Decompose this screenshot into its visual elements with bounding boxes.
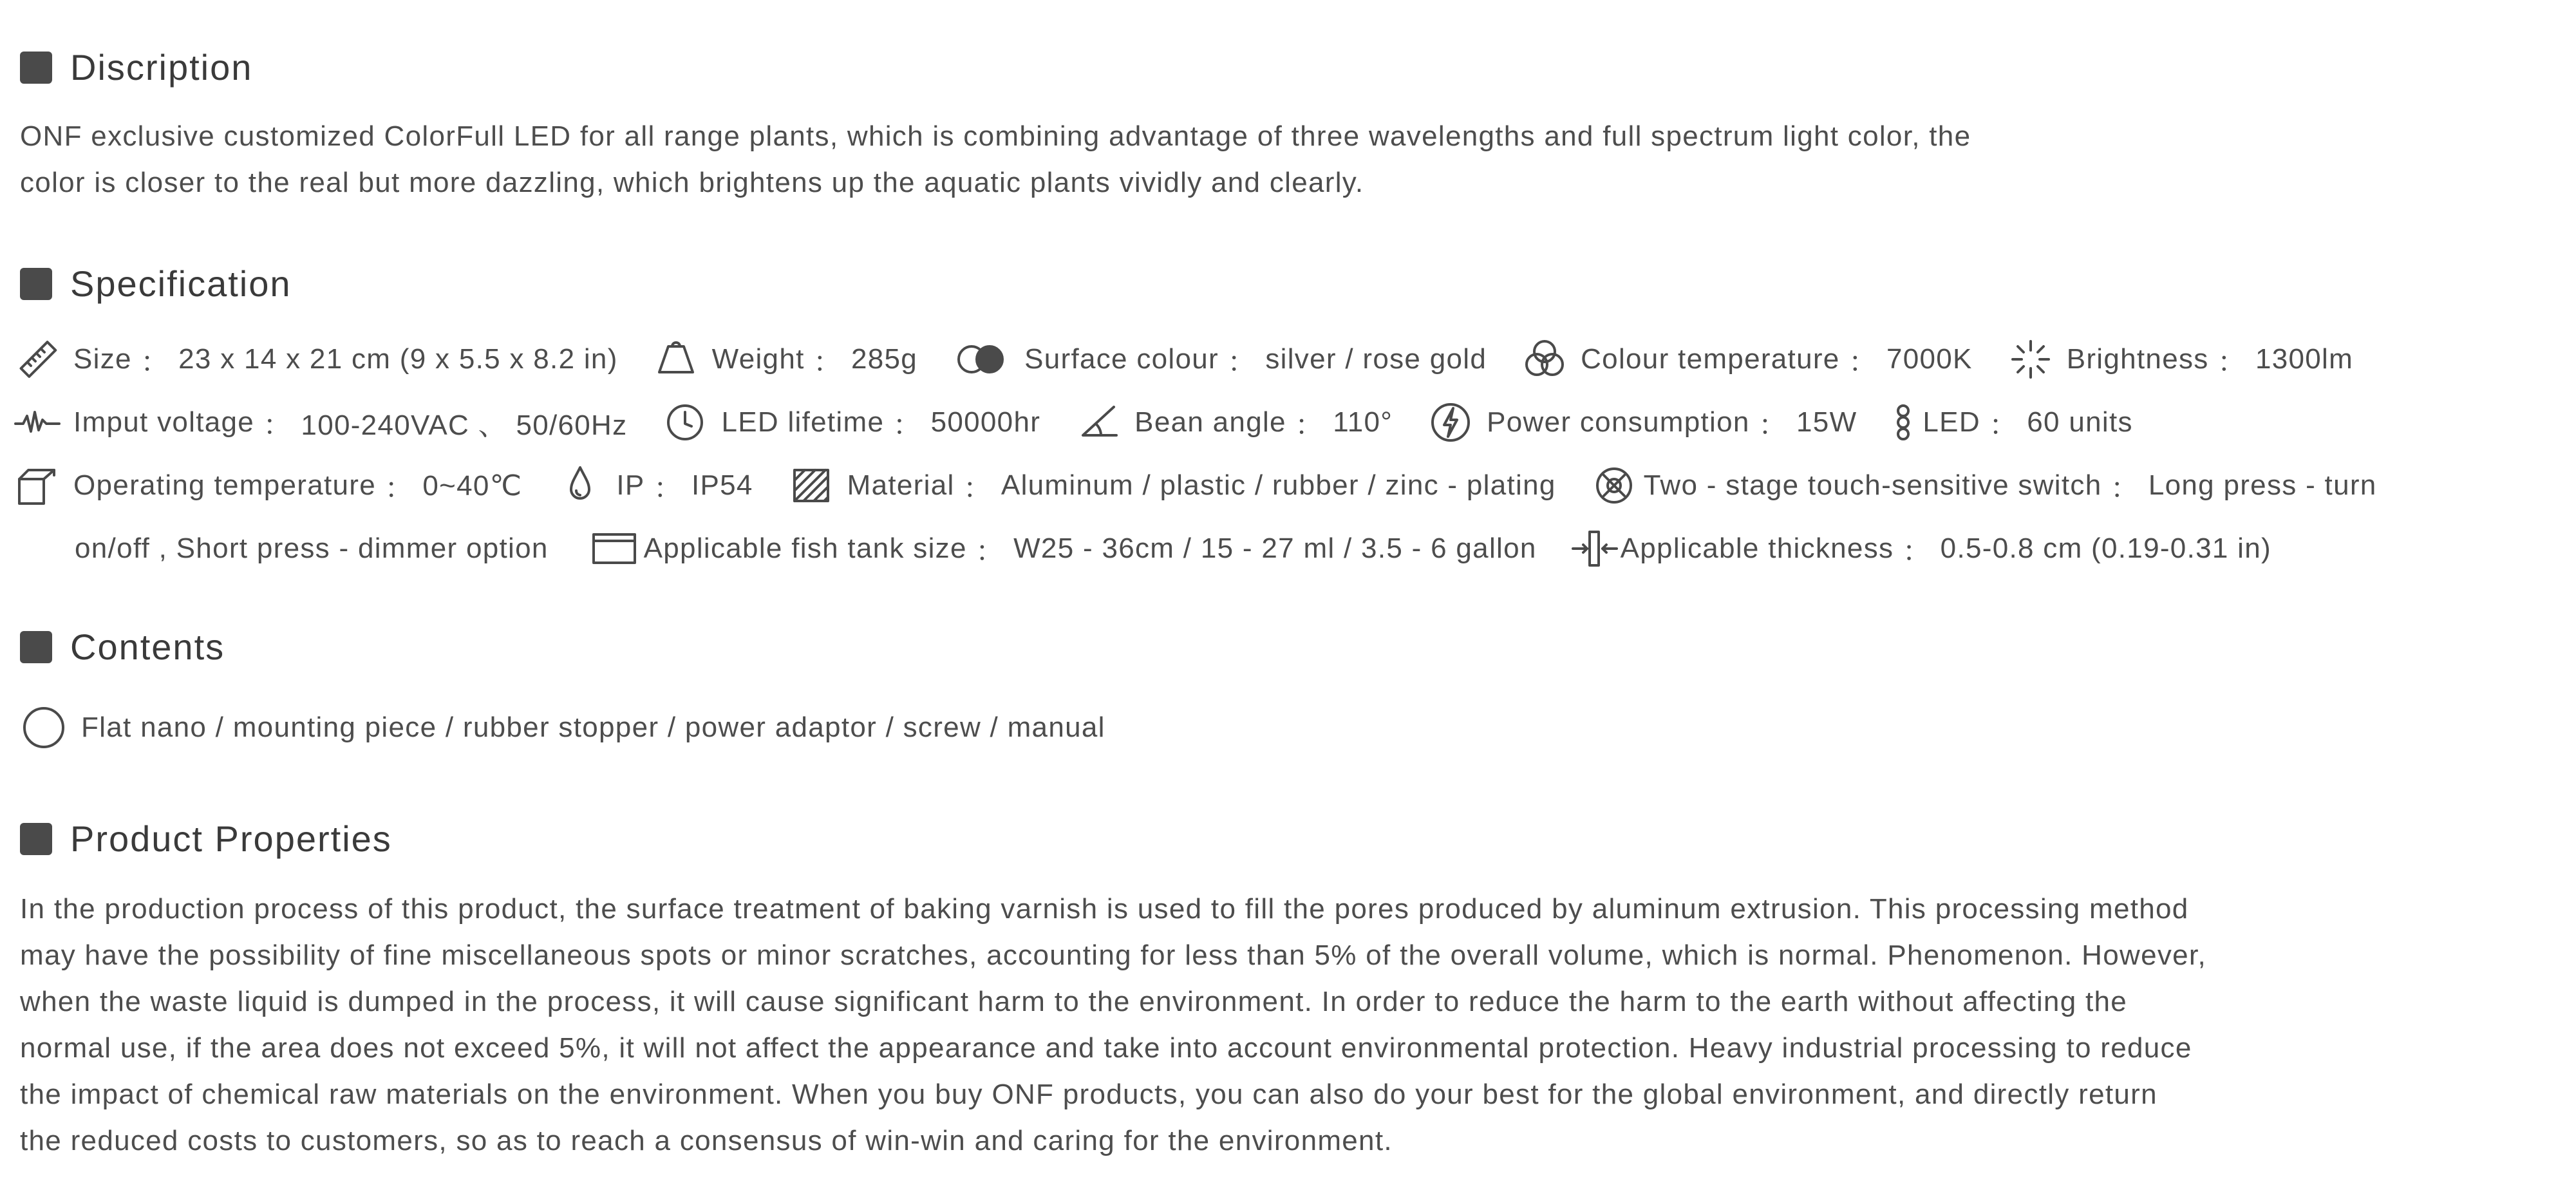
description-line-1: ONF exclusive customized ColorFull LED for all range plants, which is combining advantage of three wavelengths and full spectrum light color, the — [20, 120, 1971, 152]
spec-item-touch-switch: Two - stage touch-sensitive switch ： Long press - turn — [1590, 461, 2377, 510]
weight-icon — [652, 335, 700, 384]
contents-heading — [20, 626, 225, 668]
spec-item-surface-colour: Surface colour ： silver / rose gold — [951, 335, 1487, 384]
spec-item-input-voltage: Imput voltage ： 100-240VAC 、 50/60Hz — [13, 398, 627, 447]
spec-item-ip: IP ： IP54 — [556, 461, 753, 510]
properties-text — [20, 886, 2206, 1164]
properties-line-3: when the waste liquid is dumped in the process, it will cause significant harm to the environment. In order to reduce the harm to the earth without affecting the — [20, 986, 2128, 1017]
specification-title: Specification — [70, 263, 292, 304]
contents-text: Flat nano / mounting piece / rubber stopper / power adaptor / screw / manual — [81, 712, 1105, 743]
angle-icon — [1074, 398, 1123, 447]
spec-item-material: Material ： Aluminum / plastic / rubber / zinc - plating — [787, 461, 1556, 510]
touch-switch-icon — [1590, 461, 1639, 510]
description-text — [20, 113, 1971, 206]
specification-heading — [20, 263, 292, 305]
section-square-icon — [20, 823, 52, 855]
spec-item-led: LED ： 60 units — [1890, 398, 2132, 447]
cube-icon — [13, 461, 62, 510]
droplet-icon — [556, 461, 605, 510]
spec-row-2 — [13, 390, 2167, 455]
spec-item-beam-angle: Bean angle ： 110° — [1074, 398, 1393, 447]
section-square-icon — [20, 268, 52, 300]
tank-icon — [590, 524, 639, 573]
circle-icon — [19, 703, 68, 752]
spec-item-power-consumption: Power consumption ： 15W — [1426, 398, 1857, 447]
spec-item-thickness: Applicable thickness ： 0.5-0.8 cm (0.19-0.31 in) — [1570, 524, 2271, 573]
spec-item-operating-temperature: Operating temperature ： 0~40℃ — [13, 461, 522, 510]
spec-row-3 — [13, 453, 2377, 518]
properties-line-6: the reduced costs to customers, so as to reach a consensus of win-win and caring for the environment. — [20, 1125, 1393, 1156]
spec-item-led-lifetime: LED lifetime ： 50000hr — [661, 398, 1040, 447]
sparkle-icon — [2006, 335, 2055, 384]
description-line-2: color is closer to the real but more dazzling, which brightens up the aquatic plants vividly and clearly. — [20, 167, 1364, 198]
description-title: Discription — [70, 47, 253, 88]
waveform-icon — [13, 398, 62, 447]
properties-line-1: In the production process of this product, the surface treatment of baking varnish is used to fill the pores produced by aluminum extrusion. This processing method — [20, 893, 2189, 925]
spec-item-touch-switch-continued: on/off , Short press - dimmer option — [75, 533, 549, 564]
spec-item-fish-tank-size: Applicable fish tank size ： W25 - 36cm / 15 - 27 ml / 3.5 - 6 gallon — [590, 524, 1537, 573]
contents-title: Contents — [70, 627, 225, 667]
properties-line-5: the impact of chemical raw materials on the environment. When you buy ONF products, you can also do your best for the global environment, and directly return — [20, 1079, 2158, 1110]
rgb-circles-icon — [1520, 335, 1569, 384]
spec-item-size: Size ： 23 x 14 x 21 cm (9 x 5.5 x 8.2 in) — [13, 335, 618, 384]
clock-icon — [661, 398, 710, 447]
lightning-icon — [1426, 398, 1475, 447]
color-toggle-icon — [951, 335, 1013, 384]
properties-line-2: may have the possibility of fine miscellaneous spots or minor scratches, accounting for less than 5% of the overall volume, which is normal. Phenomenon. However, — [20, 939, 2206, 971]
spec-row-1 — [13, 327, 2387, 391]
spec-item-colour-temperature: Colour temperature ： 7000K — [1520, 335, 1973, 384]
spec-item-brightness: Brightness ： 1300lm — [2006, 335, 2353, 384]
properties-heading — [20, 818, 392, 860]
description-heading — [20, 46, 252, 88]
ruler-icon — [13, 335, 62, 384]
spec-row-4 — [75, 516, 2305, 581]
led-chain-icon — [1890, 398, 1916, 447]
properties-line-4: normal use, if the area does not exceed 5%, it will not affect the appearance and take into account environmental protection. Heavy industrial processing to reduce — [20, 1032, 2192, 1064]
properties-title: Product Properties — [70, 818, 392, 859]
hatched-square-icon — [787, 461, 836, 510]
contents-row — [19, 695, 1105, 760]
thickness-icon — [1570, 524, 1619, 573]
spec-item-weight: Weight ： 285g — [652, 335, 917, 384]
section-square-icon — [20, 52, 52, 84]
section-square-icon — [20, 631, 52, 663]
